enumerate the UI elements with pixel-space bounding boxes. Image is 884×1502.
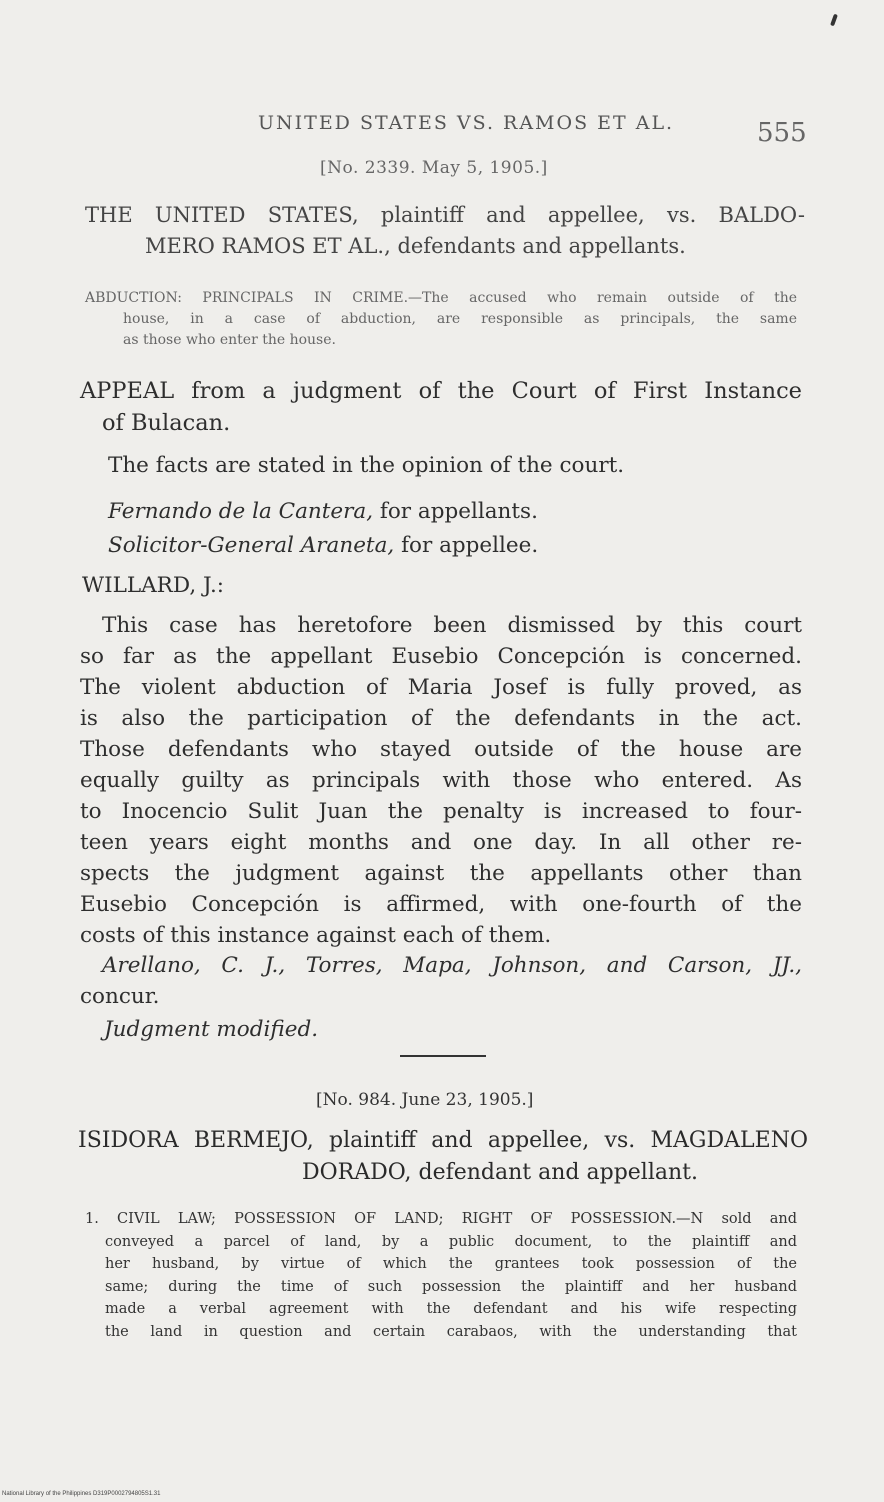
case-reference: [No. 2339. May 5, 1905.] (320, 158, 548, 178)
opinion-lines (80, 610, 802, 951)
counsel-appellants (108, 496, 538, 527)
case-title (78, 1125, 808, 1189)
section-divider (400, 1055, 486, 1057)
running-header: UNITED STATES VS. RAMOS ET AL. (258, 112, 675, 134)
disposition: Judgment modified. (104, 1017, 319, 1042)
opinion-line: Those defendants who stayed outside of the house are (80, 737, 802, 762)
facts-statement: The facts are stated in the opinion of the court. (108, 453, 625, 478)
opinion-line: is also the participation of the defendants in the act. (80, 706, 802, 731)
syllabus (85, 1208, 797, 1343)
counsel-role: for appellants. (373, 499, 538, 524)
syllabus-line: the land in question and certain carabaos, with the understanding that (105, 1323, 797, 1340)
counsel-name: Solicitor-General Araneta, (108, 533, 395, 558)
counsel-appellee (108, 530, 538, 561)
syllabus-line: conveyed a parcel of land, by a public document, to the plaintiff and (105, 1233, 797, 1250)
case-title-line: ISIDORA BERMEJO, plaintiff and appellee, vs. MAGDALENO (78, 1128, 808, 1153)
case-title (85, 200, 805, 262)
opinion-line: teen years eight months and one day. In all other re- (80, 830, 802, 855)
opinion-line: This case has heretofore been dismissed by this court (102, 613, 802, 638)
syllabus-line: 1. CIVIL LAW; POSSESSION OF LAND; RIGHT OF POSSESSION.—N sold and (85, 1211, 797, 1227)
opinion-line: costs of this instance against each of them. (80, 923, 552, 948)
syllabus-line: house, in a case of abduction, are responsible as principals, the same (123, 311, 797, 327)
judge-name: WILLARD, J.: (82, 573, 225, 598)
syllabus-line: made a verbal agreement with the defendant and his wife respecting (105, 1301, 797, 1317)
syllabus (85, 288, 797, 351)
syllabus-line: as those who enter the house. (123, 332, 336, 348)
concurrence (80, 950, 802, 1012)
opinion-line: The violent abduction of Maria Josef is fully proved, as (80, 675, 802, 700)
case-title-line: THE UNITED STATES, plaintiff and appellee, vs. BALDO- (85, 203, 805, 227)
concur-line: Arellano, C. J., Torres, Mapa, Johnson, and Carson, JJ., (102, 953, 802, 978)
concur-line: concur. (80, 984, 160, 1009)
counsel-name: Fernando de la Cantera, (108, 499, 374, 524)
case-title-line: MERO RAMOS ET AL., defendants and appellants. (145, 234, 686, 258)
appeal-line: of Bulacan. (102, 410, 231, 436)
footer-source: National Library of the Philippines D319P0002794805S1.31 (2, 1491, 161, 1497)
opinion-line: so far as the appellant Eusebio Concepción is concerned. (80, 644, 802, 669)
case-reference: [No. 984. June 23, 1905.] (316, 1090, 534, 1110)
page-number: 555 (757, 118, 807, 148)
appeal-paragraph (80, 375, 802, 439)
opinion-line: Eusebio Concepción is affirmed, with one-fourth of the (80, 892, 802, 917)
case-title-line: DORADO, defendant and appellant. (302, 1160, 698, 1185)
syllabus-line: same; during the time of such possession the plaintiff and her husband (105, 1278, 797, 1295)
opinion-line: equally guilty as principals with those who entered. As (80, 768, 802, 793)
counsel-role: for appellee. (394, 533, 539, 558)
opinion-paragraph (80, 610, 802, 951)
syllabus-line: her husband, by virtue of which the grantees took possession of the (105, 1256, 797, 1272)
ink-speck (830, 14, 838, 27)
syllabus-line: ABDUCTION: PRINCIPALS IN CRIME.—The accused who remain outside of the (85, 290, 797, 306)
appeal-line: APPEAL from a judgment of the Court of First Instance (80, 378, 802, 404)
opinion-line: to Inocencio Sulit Juan the penalty is increased to four- (80, 799, 802, 824)
opinion-line: spects the judgment against the appellants other than (80, 861, 802, 886)
